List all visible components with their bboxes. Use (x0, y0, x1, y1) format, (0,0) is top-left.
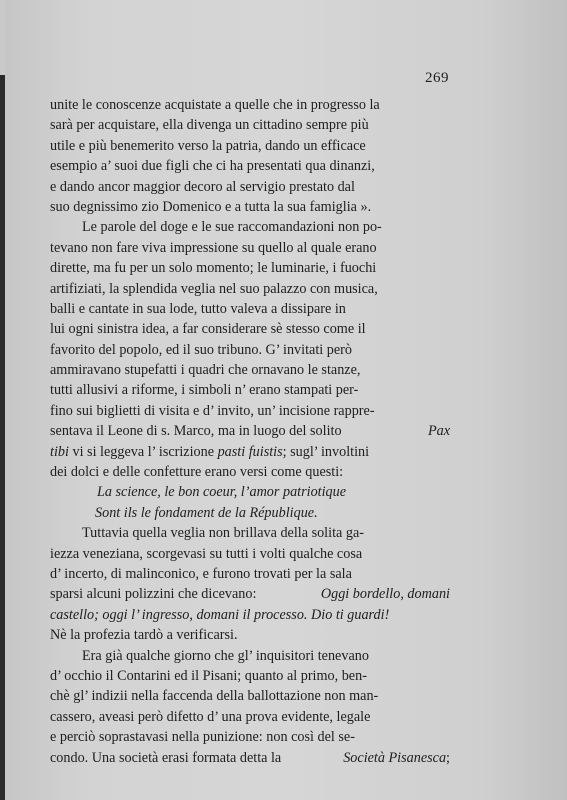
text-line (50, 177, 450, 197)
text-span: lui ogni sinistra idea, a far considerare sè stesso come il (50, 321, 366, 338)
text-line (50, 360, 450, 380)
text-line (50, 95, 450, 115)
text-span: utile e più benemerito verso la patria, dando un efficace (50, 137, 366, 154)
text-line (50, 197, 450, 217)
text-span: dirette, ma fu per un solo momento; le luminarie, i fuochi (50, 260, 377, 277)
text-span: unite le conoscenze acquistate a quelle che in progresso la (50, 97, 380, 113)
italic-span: tibi (50, 443, 69, 460)
text-span: ammiravano stupefatti i quadri che ornavano le stanze, (50, 362, 361, 379)
text-span: fino sui biglietti di visita e d’ invito, un’ incisione rappre- (50, 402, 375, 419)
text-line (50, 605, 450, 625)
text-span: Nè la profezia tardò a verificarsi. (50, 627, 238, 644)
text-line (50, 544, 450, 564)
text-line (50, 319, 450, 339)
text-span: vi si leggeva l’ iscrizione (72, 443, 215, 460)
text-line (50, 523, 450, 543)
text-line (50, 564, 450, 584)
text-line (50, 115, 450, 135)
text-span: sparsi alcuni polizzini che dicevano: (50, 586, 257, 603)
text-line (50, 584, 450, 604)
text-span: balli e cantate in sua lode, tutto valeva a dissipare in (50, 300, 346, 317)
italic-span: castello; oggi l’ ingresso, domani il processo. Dio ti guardi! (50, 606, 390, 623)
text-span: ; sugl’ involtini (282, 443, 370, 460)
book-page (5, 0, 567, 800)
text-line (50, 217, 450, 237)
page-number: 269 (425, 70, 449, 86)
italic-span: Oggi bordello, domani (320, 586, 450, 603)
text-line (50, 380, 450, 400)
text-line (50, 156, 450, 176)
text-line (50, 299, 450, 319)
text-line (50, 340, 450, 360)
text-span: e perciò soprastavasi nella punizione: non così del se- (50, 729, 355, 746)
verse-line (50, 482, 450, 502)
text-span: artifiziati, la splendida veglia nel suo palazzo con musica, (50, 280, 378, 297)
text-span: sarà per acquistare, ella divenga un cittadino sempre più (50, 117, 369, 134)
text-line (50, 258, 450, 278)
text-line (50, 401, 450, 421)
italic-span: pasti fuistis (217, 443, 283, 460)
text-line (50, 625, 450, 645)
text-span: d’ occhio il Contarini ed il Pisani; quanto al primo, ben- (50, 667, 367, 684)
text-line (50, 686, 450, 706)
text-span: cassero, aveasi però difetto d’ una prova evidente, legale (50, 708, 371, 725)
text-span: e dando ancor maggior decoro al servigio prestato dal (50, 178, 355, 195)
text-span: favorito del popolo, ed il suo tribuno. G’ invitati però (50, 341, 352, 358)
text-line (50, 666, 450, 686)
text-span: iezza veneziana, scorgevasi su tutti i volti qualche cosa (50, 545, 363, 562)
text-span: condo. Una società erasi formata detta la (50, 749, 282, 766)
text-span: esempio a’ suoi due figli che ci ha presentati qua dinanzi, (50, 158, 375, 175)
text-span: ; (446, 749, 450, 766)
text-line (50, 279, 450, 299)
text-line (50, 238, 450, 258)
verse-line (50, 503, 450, 523)
text-line (50, 727, 450, 747)
text-span: suo degnissimo zio Domenico e a tutta la sua famiglia ». (50, 198, 372, 215)
text-span: Era già qualche giorno che gl’ inquisitori tenevano (82, 647, 369, 664)
text-line (50, 136, 450, 156)
text-line (50, 748, 450, 768)
text-line (50, 421, 450, 441)
italic-span: La science, le bon coeur, l’amor patriotique (97, 484, 347, 501)
text-span: sentava il Leone di s. Marco, ma in luogo del solito (50, 423, 342, 440)
text-span: Tuttavia quella veglia non brillava della solita ga- (82, 525, 364, 542)
text-line (50, 442, 450, 462)
text-span: dei dolci e delle confetture erano versi come questi: (50, 464, 344, 481)
text-line (50, 707, 450, 727)
body-text (50, 95, 450, 768)
italic-span: Sont ils le fondament de la République. (95, 504, 318, 521)
italic-span: Pax (427, 423, 450, 440)
text-span: tevano non fare viva impressione su quello al quale erano (50, 239, 377, 256)
italic-span: Società Pisanesca (343, 749, 447, 766)
text-span: chè gl’ indizii nella faccenda della ballottazione non man- (50, 688, 379, 705)
text-span: tutti allusivi a riforme, i simboli n’ erano stampati per- (50, 382, 359, 399)
text-span: Le parole del doge e le sue raccomandazioni non po- (82, 219, 382, 236)
text-line (50, 462, 450, 482)
text-line (50, 646, 450, 666)
text-span: d’ incerto, di malinconico, e furono trovati per la sala (50, 565, 352, 582)
